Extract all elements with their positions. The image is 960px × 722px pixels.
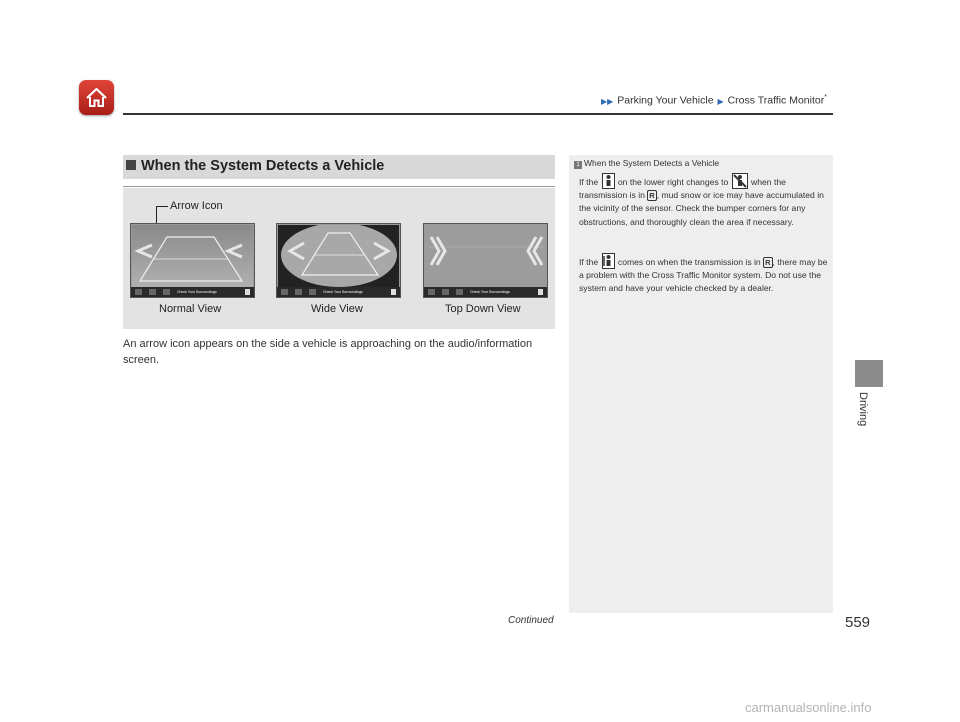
view-button[interactable] xyxy=(163,289,170,295)
view-button[interactable] xyxy=(442,289,449,295)
person-icon xyxy=(602,173,615,189)
guide-lines xyxy=(425,225,548,289)
header-rule xyxy=(123,113,833,115)
screen-message: Check Your Surroundings xyxy=(470,290,510,294)
note-text: , mud snow or ice may have accumulated in the vicinity of the sensor. Check the bumper corners for any obstructions, and thoroughly clean the area if necessary. xyxy=(579,190,824,227)
breadcrumb-item-cross-traffic[interactable]: Cross Traffic Monitor xyxy=(727,94,825,107)
note-paragraph-2 xyxy=(579,253,829,296)
note-text: If the xyxy=(579,257,599,267)
breadcrumb-arrow-icon: ▶ xyxy=(717,96,724,106)
breadcrumb-arrow-icon: ▶▶ xyxy=(601,96,614,106)
home-button[interactable] xyxy=(79,80,114,115)
status-bar xyxy=(424,287,547,297)
note-text: when the transmission is in xyxy=(579,177,786,201)
camera-views-figure xyxy=(123,188,555,329)
arrow-icon xyxy=(138,245,152,257)
home-icon xyxy=(84,85,109,110)
section-square-icon xyxy=(126,160,136,170)
person-cross-icon xyxy=(732,173,748,189)
top-down-view-screen xyxy=(423,223,548,298)
person-icon xyxy=(538,289,543,295)
status-bar xyxy=(131,287,254,297)
note-paragraph-1 xyxy=(579,173,829,229)
view-button[interactable] xyxy=(456,289,463,295)
note-text: If the xyxy=(579,177,599,187)
note-index: 1 xyxy=(574,161,582,169)
note-heading xyxy=(574,158,719,169)
continued-label: Continued xyxy=(508,615,554,626)
view-button[interactable] xyxy=(281,289,288,295)
note-heading-text: When the System Detects a Vehicle xyxy=(584,158,720,168)
section-title xyxy=(123,155,555,179)
screen-message: Check Your Surroundings xyxy=(177,290,217,294)
camera-image xyxy=(425,225,546,287)
normal-view-label: Normal View xyxy=(159,303,222,315)
wide-view-label: Wide View xyxy=(311,303,363,315)
guide-lines xyxy=(278,225,401,289)
chapter-tab[interactable] xyxy=(855,360,883,387)
person-icon xyxy=(245,289,250,295)
view-button[interactable] xyxy=(309,289,316,295)
camera-image xyxy=(278,225,399,287)
breadcrumb-item-parking[interactable]: Parking Your Vehicle xyxy=(617,94,714,107)
breadcrumb-star: * xyxy=(824,94,827,101)
arrow-icon-callout: Arrow Icon xyxy=(170,200,223,212)
view-button[interactable] xyxy=(428,289,435,295)
camera-image xyxy=(132,225,253,287)
wide-view-screen xyxy=(276,223,401,298)
note-text: on the lower right changes to xyxy=(617,177,729,187)
status-bar xyxy=(277,287,400,297)
view-button[interactable] xyxy=(295,289,302,295)
body-paragraph: An arrow icon appears on the side a vehicle is approaching on the audio/information screen. xyxy=(123,338,533,366)
view-button[interactable] xyxy=(135,289,142,295)
top-down-view-label: Top Down View xyxy=(445,303,521,315)
note-text: , there may be a problem with the Cross Traffic Monitor system. Do not use the system and have your vehicle checked by a dealer. xyxy=(579,257,828,294)
page-number: 559 xyxy=(845,614,871,631)
watermark: carmanualsonline.info xyxy=(745,700,872,715)
reverse-gear-key: R xyxy=(765,258,771,267)
figure-divider xyxy=(123,186,555,187)
breadcrumb xyxy=(600,94,827,107)
guide-lines xyxy=(132,225,255,289)
screen-message: Check Your Surroundings xyxy=(323,290,363,294)
reverse-gear-key: R xyxy=(649,191,655,201)
note-text: comes on when the transmission is in xyxy=(617,257,761,267)
section-title-text: When the System Detects a Vehicle xyxy=(141,158,385,174)
person-icon xyxy=(602,253,615,269)
chapter-label: Driving xyxy=(857,392,869,427)
normal-view-screen xyxy=(130,223,255,298)
person-icon xyxy=(391,289,396,295)
arrow-icon xyxy=(228,245,242,257)
callout-line xyxy=(156,206,168,207)
view-button[interactable] xyxy=(149,289,156,295)
